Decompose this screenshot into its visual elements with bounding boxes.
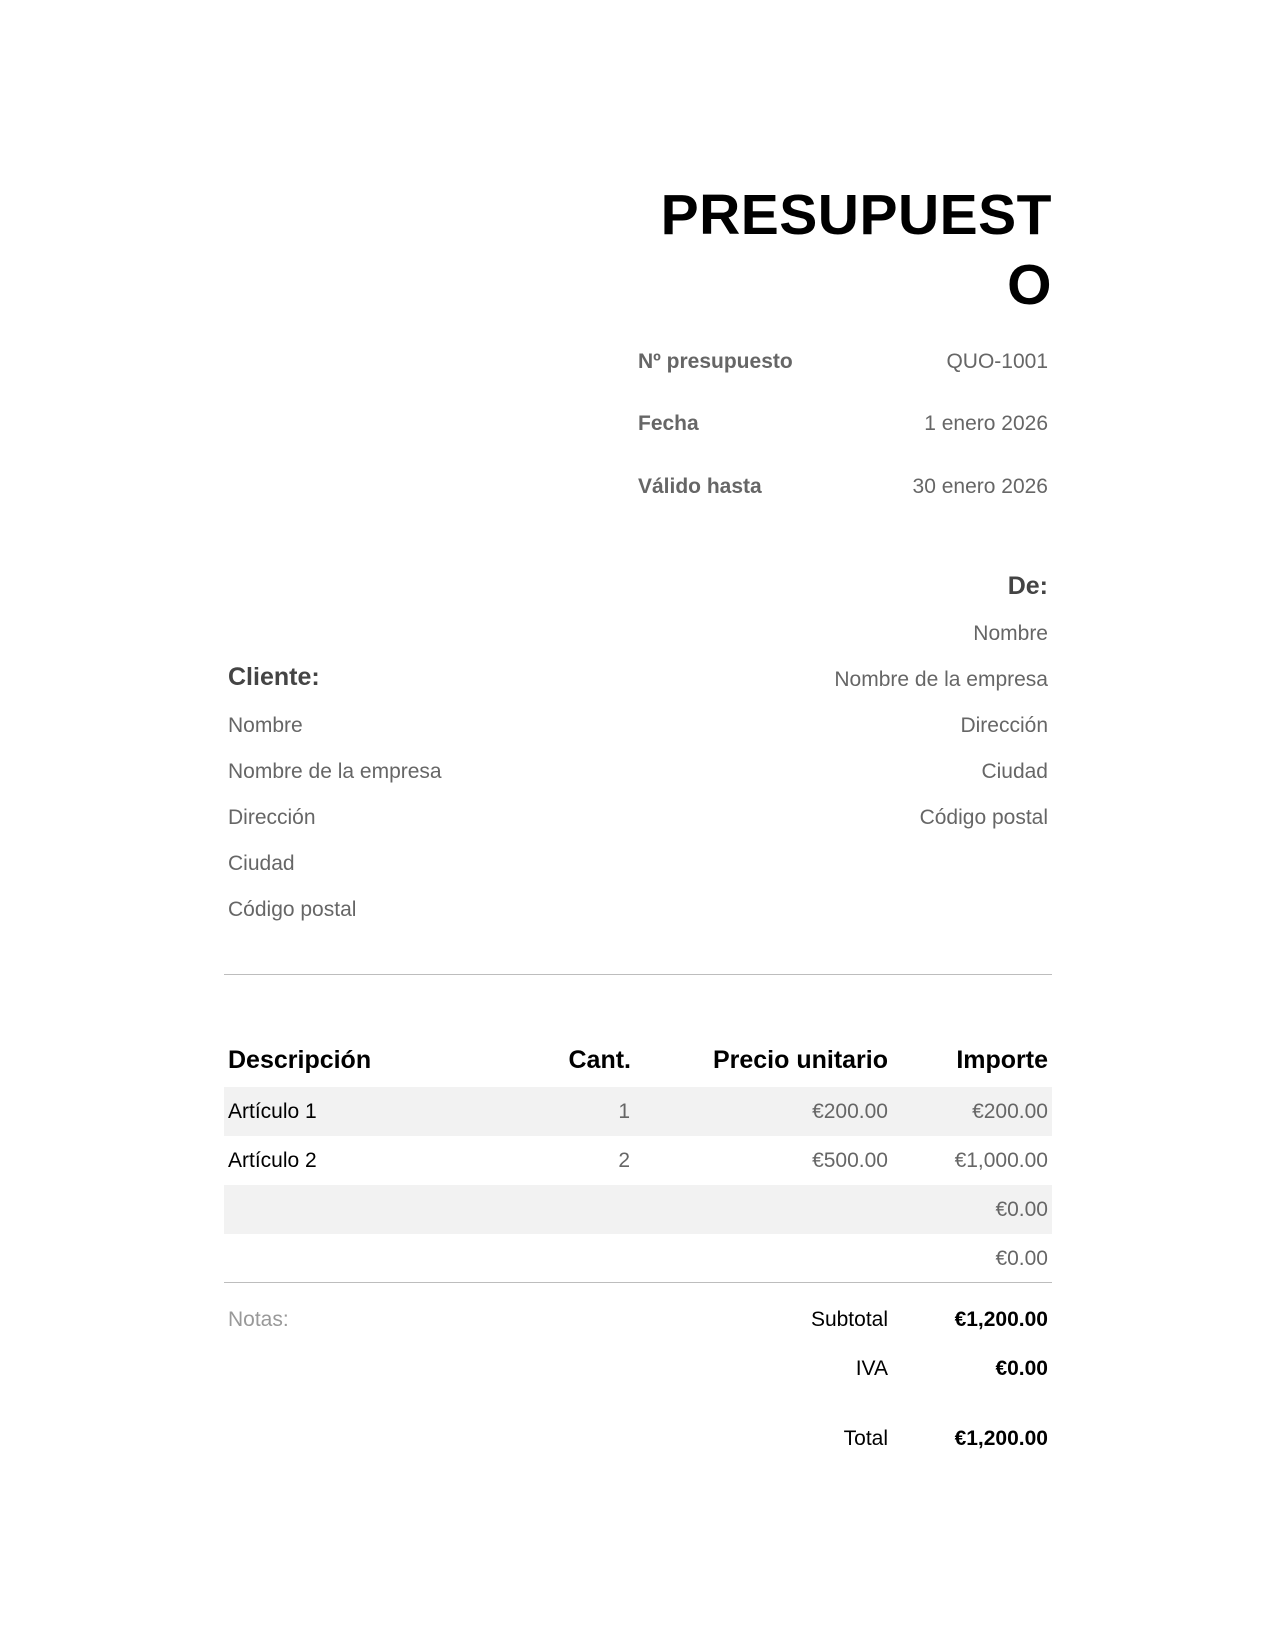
client-heading: Cliente:	[228, 663, 320, 691]
valid-until-label: Válido hasta	[638, 475, 762, 498]
column-header-amount: Importe	[956, 1046, 1048, 1074]
client-name: Nombre	[228, 714, 303, 737]
client-company: Nombre de la empresa	[228, 760, 442, 783]
table-row	[224, 1234, 1052, 1283]
cell-amount: €0.00	[995, 1247, 1048, 1270]
valid-until-row	[638, 475, 1048, 505]
client-address: Dirección	[228, 806, 316, 829]
from-city: Ciudad	[981, 760, 1048, 783]
table-row	[224, 1136, 1052, 1185]
notes-label: Notas:	[228, 1308, 289, 1331]
quote-number-value: QUO-1001	[946, 350, 1048, 373]
quote-number-row	[638, 350, 1048, 380]
from-postal-code: Código postal	[919, 806, 1048, 829]
from-address: Dirección	[960, 714, 1048, 737]
document-title	[640, 180, 1052, 320]
cell-quantity: 2	[618, 1149, 630, 1172]
from-company: Nombre de la empresa	[834, 668, 1048, 691]
quote-number-label: Nº presupuesto	[638, 350, 793, 373]
cell-unit-price: €500.00	[812, 1149, 888, 1172]
date-row	[638, 412, 1048, 442]
client-postal-code: Código postal	[228, 898, 357, 921]
column-header-description: Descripción	[228, 1046, 372, 1074]
column-header-unit-price: Precio unitario	[712, 1046, 888, 1074]
total-label: Total	[843, 1427, 888, 1450]
date-label: Fecha	[638, 412, 699, 435]
from-name: Nombre	[973, 622, 1048, 645]
subtotal-label: Subtotal	[810, 1308, 888, 1331]
cell-amount: €0.00	[995, 1198, 1048, 1221]
cell-unit-price: €200.00	[812, 1100, 888, 1123]
from-heading: De:	[1007, 572, 1048, 600]
total-value: €1,200.00	[954, 1427, 1048, 1450]
section-divider	[224, 974, 1052, 975]
cell-description: Artículo 2	[228, 1149, 317, 1172]
valid-until-value: 30 enero 2026	[912, 475, 1048, 498]
table-row	[224, 1087, 1052, 1136]
cell-quantity: 1	[618, 1100, 630, 1123]
document-title-line-2: O	[1007, 253, 1052, 317]
subtotal-value: €1,200.00	[954, 1308, 1048, 1331]
date-value: 1 enero 2026	[924, 412, 1048, 435]
table-row	[224, 1185, 1052, 1234]
table-bottom-rule	[224, 1282, 1052, 1283]
tax-label: IVA	[855, 1357, 888, 1380]
cell-description: Artículo 1	[228, 1100, 317, 1123]
client-city: Ciudad	[228, 852, 295, 875]
tax-value: €0.00	[995, 1357, 1048, 1380]
cell-amount: €200.00	[972, 1100, 1048, 1123]
cell-amount: €1,000.00	[954, 1149, 1048, 1172]
document-title-line-1: PRESUPUEST	[660, 183, 1052, 247]
column-header-quantity: Cant.	[568, 1046, 631, 1074]
